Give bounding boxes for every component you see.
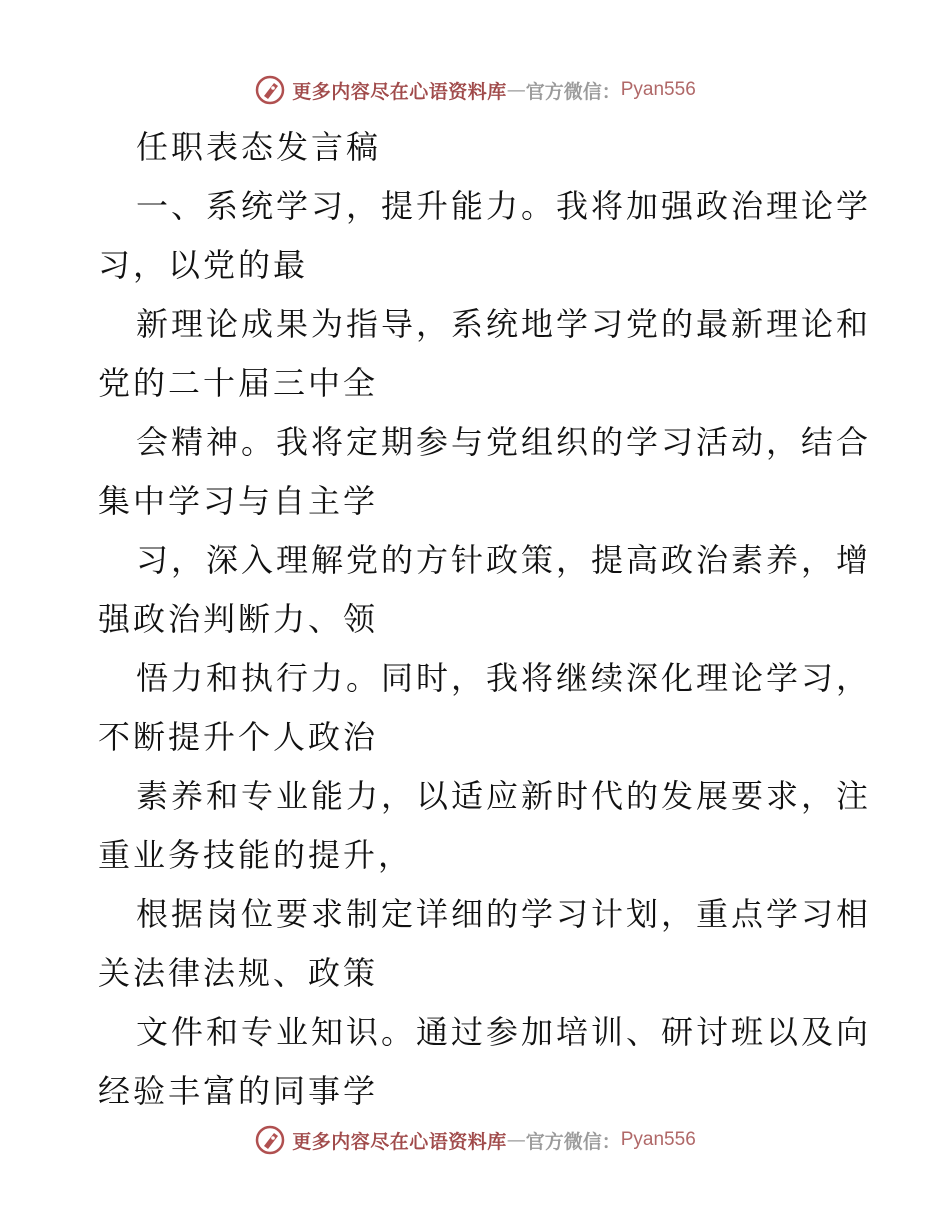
pen-nib-circle-icon <box>254 1124 286 1156</box>
text-line: 悟力和执行力。同时，我将继续深化理论学习， <box>136 659 872 697</box>
text-line: 经验丰富的同事学 <box>98 1072 379 1110</box>
text-line: 不断提升个人政治 <box>98 718 379 756</box>
watermark-brand: 更多内容尽在心语资料库 <box>292 1130 507 1153</box>
text-line: 习，深入理解党的方针政策，提高政治素养，增 <box>136 541 872 579</box>
watermark-label: 官方微信： <box>525 1130 621 1153</box>
watermark-label: 官方微信： <box>525 80 621 103</box>
header-watermark <box>0 70 950 110</box>
text-line: 文件和专业知识。通过参加培训、研讨班以及向 <box>136 1013 872 1051</box>
watermark-brand: 更多内容尽在心语资料库 <box>292 80 507 103</box>
watermark-id: Pyan556 <box>620 79 696 100</box>
text-line: 会精神。我将定期参与党组织的学习活动，结合 <box>136 423 872 461</box>
text-line: 新理论成果为指导，系统地学习党的最新理论和 <box>136 305 872 343</box>
text-line: 重业务技能的提升， <box>98 836 414 874</box>
watermark-dash: — <box>506 1129 526 1151</box>
document-body <box>98 118 872 1121</box>
document-title: 任职表态发言稿 <box>136 128 382 166</box>
watermark-id: Pyan556 <box>620 1129 696 1150</box>
text-line: 关法律法规、政策 <box>98 954 379 992</box>
text-line: 强政治判断力、领 <box>98 600 379 638</box>
text-line: 党的二十届三中全 <box>98 364 379 402</box>
text-line: 素养和专业能力，以适应新时代的发展要求，注 <box>136 777 872 815</box>
text-line: 集中学习与自主学 <box>98 482 379 520</box>
text-line: 一、系统学习，提升能力。我将加强政治理论学 <box>136 187 872 225</box>
text-line: 根据岗位要求制定详细的学习计划，重点学习相 <box>136 895 872 933</box>
text-line: 习，以党的最 <box>98 246 309 284</box>
watermark-dash: — <box>506 79 526 101</box>
pen-nib-circle-icon <box>254 74 286 106</box>
footer-watermark <box>0 1120 950 1160</box>
